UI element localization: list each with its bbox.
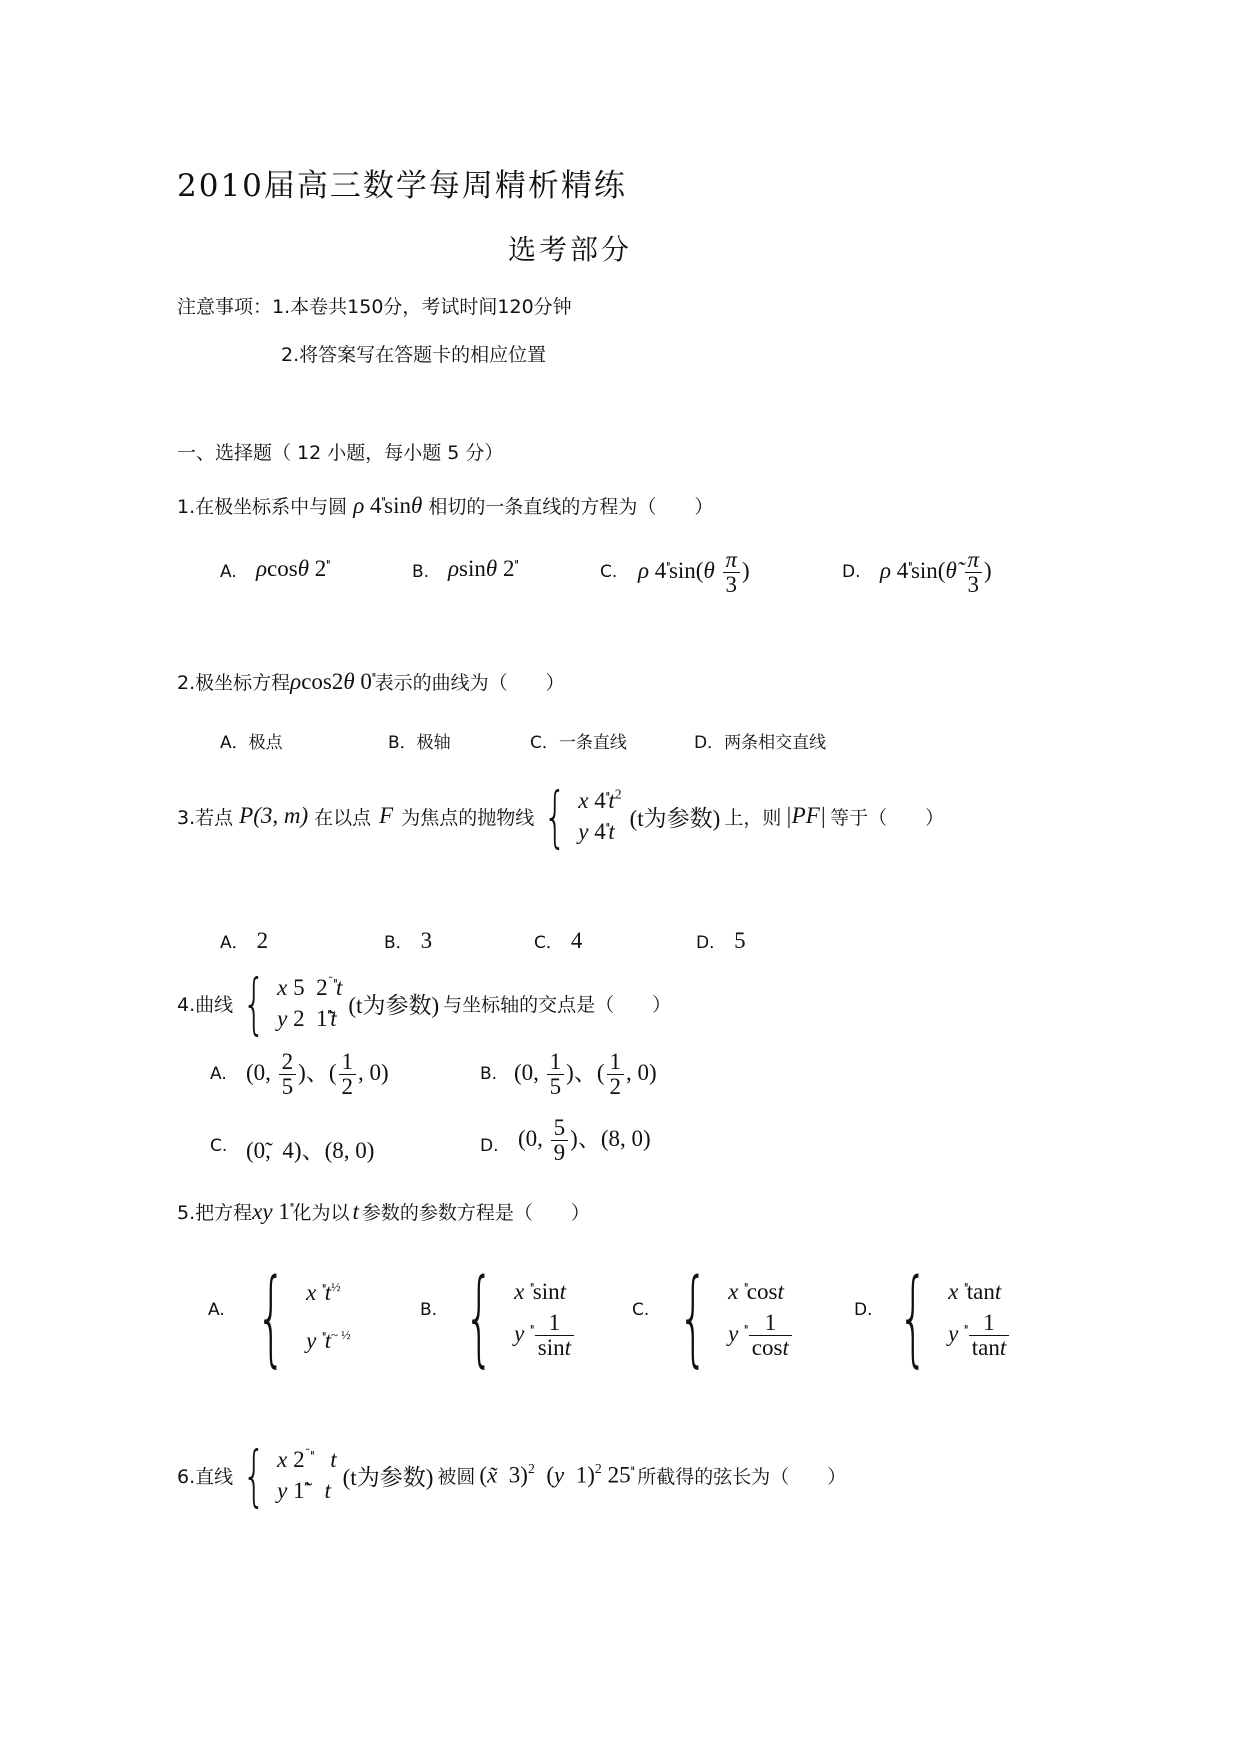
q4-option-b-label: B. — [480, 1064, 498, 1084]
q3-option-b — [384, 928, 432, 954]
q5-option-d: { x $^ײ$tant y $^ײ$ $\frac{1}{\tan t}$ — [880, 1256, 1011, 1378]
q5-suffix: 参数的参数方程是（ ） — [361, 1202, 590, 1224]
q4-option-b: (0, $\frac{1}{5}$ )、( $\frac{1}{2}$ , 0) — [514, 1049, 657, 1100]
q6-mid: 被圆 — [437, 1465, 476, 1488]
q1-option-b-label: B. — [412, 562, 430, 582]
q3-option-a — [220, 928, 268, 954]
q3-prefix: 3.若点 — [177, 806, 234, 829]
q5-t: t — [352, 1199, 359, 1224]
section-heading: 一、选择题（ 12 小题，每小题 5 分） — [177, 442, 504, 464]
q1-option-a-label: A. — [220, 562, 237, 582]
q3-mid2: 为焦点的抛物线 — [401, 806, 535, 829]
q3-option-a-value: 2 — [256, 928, 269, 953]
q3-system: { x $^ײ$4 $t^2$ y $^ײ$4 t — [543, 777, 622, 855]
notice-line-1 — [177, 292, 572, 319]
q3-option-d-label: D． — [696, 933, 727, 953]
q4-option-d: (0, $\frac{5}{9}$ )、(8, 0) — [518, 1115, 651, 1166]
question-4 — [177, 964, 672, 1042]
q6-system: { x $^{ײ̃}$ 2 t y $^ײ$1̃ t — [242, 1436, 337, 1514]
q2-option-d: D．两条相交直线 — [694, 733, 827, 753]
q1-equation: ρ $^ײ$4sinθ — [353, 493, 423, 518]
q5-prefix: 5.把方程 — [177, 1202, 253, 1224]
q4-option-a: (0, $\frac{2}{5}$ )、( $\frac{1}{2}$ , 0) — [246, 1049, 389, 1100]
q3-suffix: 等于（ ） — [830, 806, 945, 829]
q2-option-a: A．极点 — [220, 733, 283, 753]
q5-mid: 化为以 — [292, 1202, 350, 1224]
q3-option-d — [696, 928, 746, 954]
q4-option-c: (0̃, 4)、(8, 0) — [246, 1138, 375, 1163]
q4-option-c-label: C. — [210, 1136, 228, 1156]
q4-option-a-label: A. — [210, 1064, 227, 1084]
q1-options — [220, 547, 1090, 606]
question-2 — [177, 668, 565, 695]
q1-option-c: ρ $^ײ$4sin(θ $\frac{\pi}{3}$ ) — [638, 547, 750, 598]
notice-item-2: 2.将答案写在答题卡的相应位置 — [281, 344, 547, 366]
question-1 — [177, 492, 713, 519]
q3-option-a-label: A． — [220, 933, 249, 953]
q5-option-b: { x $^ײ$sint y $^ײ$ $\frac{1}{\sin t}$ — [446, 1256, 576, 1378]
q4-param: (t为参数) — [348, 992, 440, 1018]
q4-prefix: 4.曲线 — [177, 993, 234, 1016]
question-5 — [177, 1198, 590, 1225]
q3-option-b-label: B． — [384, 933, 413, 953]
q4-option-d-label: D. — [480, 1136, 499, 1156]
page-subtitle: 选考部分 — [508, 233, 633, 266]
q3-abs: |PF| — [785, 803, 827, 828]
q6-suffix: 所截得的弦长为（ ） — [637, 1465, 847, 1488]
q6-prefix: 6.直线 — [177, 1465, 234, 1488]
q1-option-b: ρsinθ $^ײ$2 — [448, 556, 518, 581]
q2-option-c: C．一条直线 — [530, 733, 627, 753]
question-6 — [177, 1438, 846, 1512]
q3-mid3: 上，则 — [724, 806, 782, 829]
q2-prefix: 2.极坐标方程 — [177, 672, 291, 694]
q3-option-d-value: 5 — [734, 928, 746, 953]
q3-mid1: 在以点 — [314, 806, 372, 829]
q2-suffix: 表示的曲线为（ ） — [374, 672, 565, 694]
q2-equation: ρcos2θ $^ײ$0 — [290, 669, 375, 694]
q4-suffix: 与坐标轴的交点是（ ） — [443, 993, 672, 1016]
q6-param: (t为参数) — [342, 1464, 434, 1490]
q3-option-b-value: 3 — [420, 928, 433, 953]
q3-point: P(3, m) — [239, 803, 309, 828]
q1-suffix: 相切的一条直线的方程为（ ） — [428, 496, 714, 518]
q3-option-c-label: C． — [534, 933, 563, 953]
notice-label: 注意事项： — [177, 296, 273, 318]
q3-focus: F — [379, 803, 394, 828]
q1-option-a: ρcosθ $^ײ$2 — [256, 556, 329, 581]
q3-option-c-value: 4 — [570, 928, 583, 953]
q5-option-b-label: B. — [420, 1300, 438, 1320]
q3-param: (t为参数) — [629, 805, 721, 831]
q5-option-a: { x $^ײt^{\frac{1}{2}}$ y $^ײt^{\sim \frac{1}{2}}$ — [256, 1256, 351, 1378]
q1-prefix: 1.在极坐标系中与圆 — [177, 496, 348, 518]
q5-option-c-label: C. — [632, 1300, 650, 1320]
notice-item-1: 1.本卷共150分，考试时间120分钟 — [272, 296, 572, 318]
q2-option-b: B．极轴 — [388, 733, 451, 753]
q1-option-c-label: C. — [600, 562, 618, 582]
page-title: 2010届高三数学每周精析精练 — [177, 168, 627, 204]
q5-equation: xy $^ײ$1 — [252, 1199, 293, 1224]
q5-option-d-label: D. — [854, 1300, 873, 1320]
q5-option-c: { x $^ײ$cost y $^ײ$ $\frac{1}{\cos t}$ — [660, 1256, 794, 1378]
question-3 — [177, 777, 945, 855]
q6-circle-equation: (x̃ 3)$^2$ (y 1)$^2$ $^ײ$25 — [479, 1461, 634, 1488]
q1-option-d: ρ $^ײ$4sin(θ̃ $\frac{\pi}{3}$ ) — [880, 547, 992, 598]
q1-option-d-label: D. — [842, 562, 861, 582]
q5-option-a-label: A. — [208, 1300, 225, 1320]
q4-system: { x $^{ײ̃}$ 2 5 t y $^ײ$1̃ 2 t — [242, 964, 343, 1042]
q3-option-c — [534, 928, 582, 954]
